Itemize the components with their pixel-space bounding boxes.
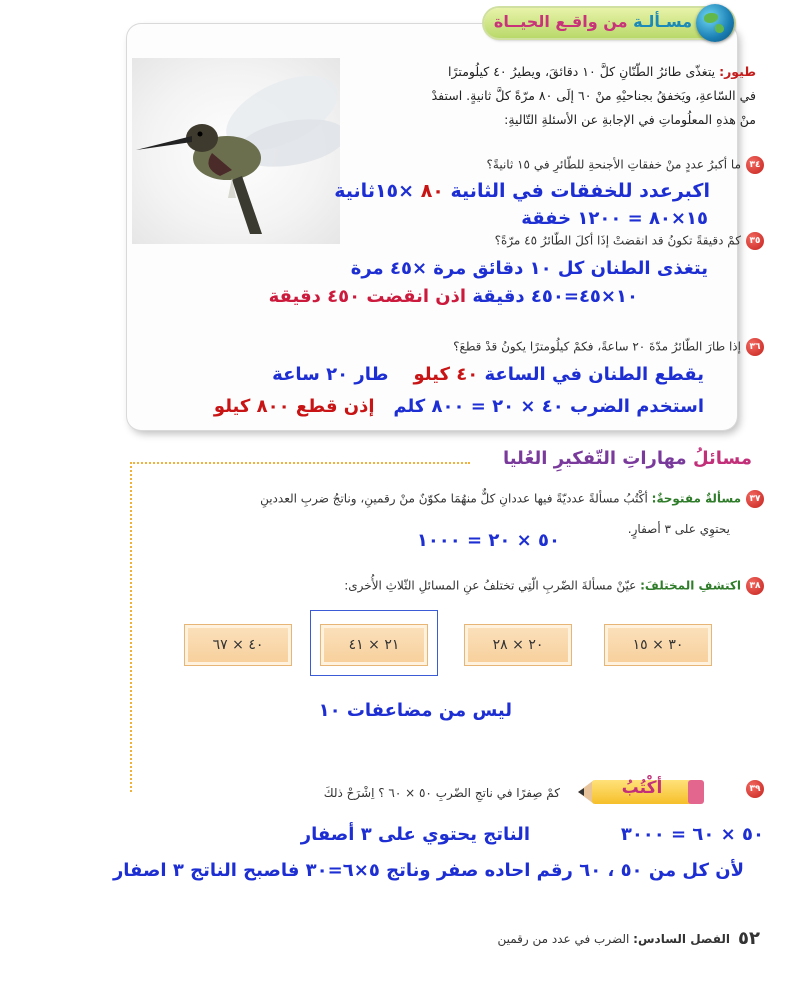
question-number: ٣٦ <box>746 338 764 356</box>
pencil-lead <box>578 788 584 796</box>
selected-option-frame <box>310 610 438 676</box>
question-35: ٣٥كمْ دقيقةً تكونُ قد انقضتْ إذَا أكلَ الطّائرُ ٤٥ مرّةً؟ <box>495 232 764 250</box>
answer-39-equation: ٥٠ × ٦٠ = ٣٠٠٠ <box>620 824 764 845</box>
answer-39-statement: الناتج يحتوي على ٣ أصفار <box>300 824 530 845</box>
option-tile-1[interactable]: ٣٠ × ١٥ <box>604 624 712 666</box>
question-39 <box>741 780 764 798</box>
answer-39-explanation: لأن كل من ٥٠ ، ٦٠ رقم احاده صفر وناتج ٥×٦=٣٠ فاصبح الناتج ٣ اصفار <box>112 860 744 881</box>
problem-intro <box>356 60 756 132</box>
question-39-text: كمْ صِفرًا في ناتجِ الضّربِ ٥٠ × ٦٠ ؟ اِشْرَحْ ذلكَ <box>323 786 560 800</box>
real-life-banner <box>484 8 734 38</box>
option-tile-2[interactable]: ٢٠ × ٢٨ <box>464 624 572 666</box>
globe-icon <box>696 4 734 42</box>
pencil-eraser <box>688 780 704 804</box>
section-divider-vertical <box>130 462 132 792</box>
question-36: ٣٦إذا طارَ الطّائرُ مدّةَ ٢٠ ساعةً، فكمْ كيلُومترًا يكونُ قدْ قطعَ؟ <box>453 338 764 356</box>
answer-34-line-2: ١٥×٨٠ = ١٢٠٠ خفقة <box>521 208 708 229</box>
answer-35-line-1: يتغذى الطنان كل ١٠ دقائق مرة ×٤٥ مرة <box>350 258 708 279</box>
intro-line-3: منْ هذهِ المعلُوماتِ في الإجابةِ عن الأسئلةِ التّاليةِ: <box>504 112 756 127</box>
question-number: ٣٥ <box>746 232 764 250</box>
question-number: ٣٨ <box>746 577 764 595</box>
answer-36-line-2: استخدم الضرب ٤٠ × ٢٠ = ٨٠٠ كلم إذن قطع ٨٠٠ كيلو <box>213 396 704 417</box>
banner-text: مسـألـة من واقـع الحيــاة <box>493 12 692 31</box>
answer-38: ليس من مضاعفات ١٠ <box>318 700 512 721</box>
pencil-icon <box>578 776 704 808</box>
answer-37: ٥٠ × ٢٠ = ١٠٠٠ <box>416 530 560 551</box>
question-34: ٣٤ما أكبرُ عددٍ منْ خفقاتِ الأجنحةِ للطّائرِ في ١٥ ثانيةً؟ <box>487 156 764 174</box>
section-heading-higher-thinking: مسائلُ مهاراتِ التّفكيرِ العُليا <box>502 448 752 469</box>
option-tile-3[interactable]: ٢١ × ٤١ <box>320 624 428 666</box>
question-38: ٣٨اكتشفِ المختلفَ: عيّنْ مسألةَ الضّربِ الّتِي تختلفُ عنِ المسائلِ الثّلاثِ الأُخرى: <box>344 577 764 595</box>
answer-35-line-2: ١٠×٤٥=٤٥٠ دقيقة اذن انقضت ٤٥٠ دقيقة <box>268 286 638 307</box>
intro-line-2: في السّاعةِ، ويَخفقُ بجناحيْهِ منْ ٦٠ إلَى ٨٠ مرّةً كلَّ ثانيةٍ. استفدْ <box>431 88 756 103</box>
page-number: ٥٢ <box>738 928 760 949</box>
page-footer: الفصل السادس: الضرب في عدد من رقمين <box>497 932 730 946</box>
answer-34-line-1: اكبرعدد للخفقات في الثانية ٨٠ ×١٥ثانية <box>334 180 710 202</box>
intro-line-1: طيور: يتغذّى طائرُ الطّنّانِ كلَّ ١٠ دقائقَ، ويطيرُ ٤٠ كيلُومترًا <box>448 64 756 79</box>
option-tile-4[interactable]: ٤٠ × ٦٧ <box>184 624 292 666</box>
write-label: أكْتُبُ <box>621 778 663 798</box>
question-37-line-2: يحتوِي على ٣ أصفارٍ. <box>627 522 730 536</box>
answer-36-line-1: يقطع الطنان في الساعة ٤٠ كيلو طار ٢٠ ساعة <box>272 364 704 385</box>
section-divider <box>130 462 470 464</box>
question-number: ٣٤ <box>746 156 764 174</box>
question-number: ٣٩ <box>746 780 764 798</box>
hummingbird-image <box>132 58 340 244</box>
question-37: ٣٧مسألةٌ مفتوحةٌ: أكْتُبُ مسألةً عدديّةً فيها عددانِ كلٌّ منهُمَا مكوّنٌ منْ رقمينِ، وناتجُ ضربِ العددينِ <box>164 490 764 508</box>
question-number: ٣٧ <box>746 490 764 508</box>
